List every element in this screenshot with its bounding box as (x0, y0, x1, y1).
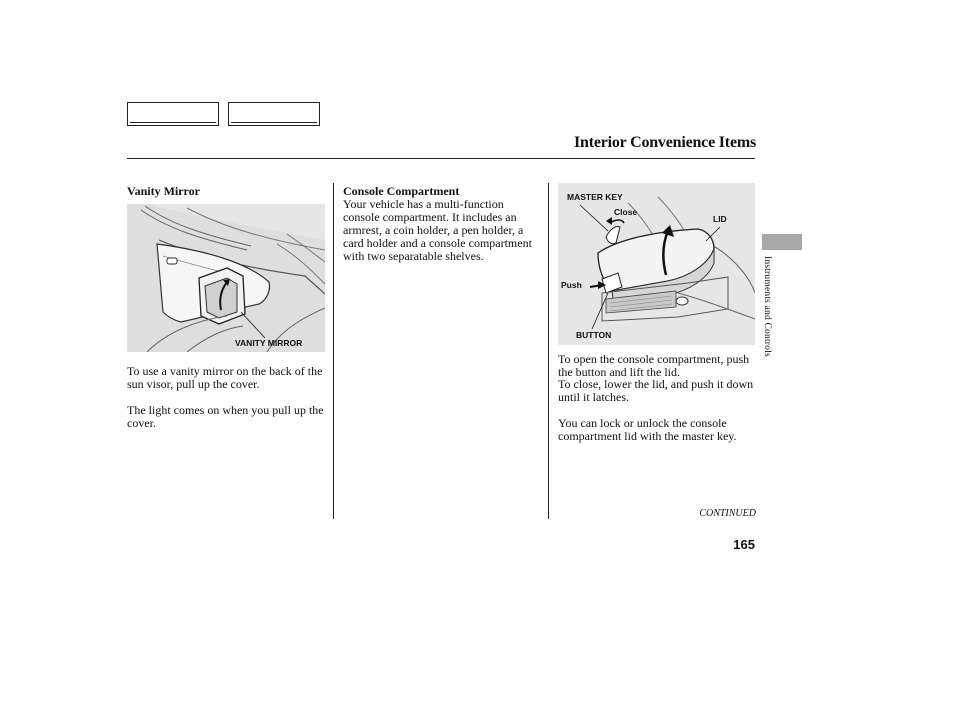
vanity-mirror-label: VANITY MIRROR (235, 338, 303, 348)
title-rule (127, 158, 755, 159)
vanity-mirror-illustration (127, 204, 325, 352)
console-lock-paragraph: You can lock or unlock the console compartment lid with the master key. (558, 416, 737, 443)
column-divider (333, 183, 334, 519)
section-tab (762, 234, 802, 250)
nav-button-index[interactable] (228, 102, 320, 126)
page-number: 165 (733, 537, 755, 552)
lid-label: LID (713, 214, 727, 224)
vanity-mirror-heading: Vanity Mirror (127, 184, 200, 198)
close-label: Close (614, 207, 638, 217)
console-close-paragraph: To close, lower the lid, and push it down until it latches. (558, 377, 754, 404)
console-compartment-drawing (558, 183, 755, 345)
push-label: Push (561, 280, 582, 290)
vanity-mirror-light-paragraph: The light comes on when you pull up the cover. (127, 403, 324, 430)
button-label: BUTTON (576, 330, 612, 340)
column-divider (548, 183, 549, 519)
page-title: Interior Convenience Items (573, 134, 756, 151)
section-label: Instruments and Controls (762, 256, 772, 357)
vanity-mirror-drawing (127, 204, 325, 352)
console-intro-paragraph: Your vehicle has a multi-function console compartment. It includes an armrest, a coin holder, a pen holder, a card holder and a console compartment with two separatable shelves. (343, 197, 532, 263)
continued-label: CONTINUED (699, 508, 756, 519)
nav-button-contents[interactable] (127, 102, 219, 126)
console-open-paragraph: To open the console compartment, push the button and lift the lid. (558, 352, 750, 379)
master-key-label: MASTER KEY (567, 192, 623, 202)
console-compartment-illustration (558, 183, 755, 345)
console-compartment-heading: Console Compartment (343, 184, 460, 198)
vanity-mirror-paragraph: To use a vanity mirror on the back of the sun visor, pull up the cover. (127, 364, 323, 391)
